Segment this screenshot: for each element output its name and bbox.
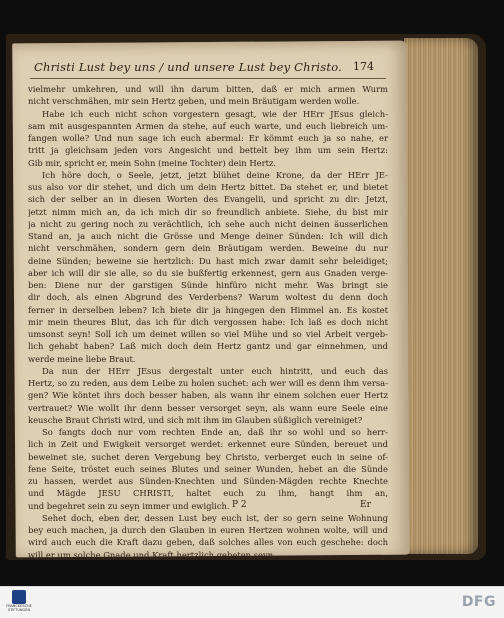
- body-text: [28, 83, 388, 561]
- text-line: lich in Zeit und Ewigkeit versorget werdet: erkennet eure Sünden, bereuet und: [28, 439, 388, 450]
- text-line: mir mein theures Blut, das ich für dich vergossen habe: Ich laß es doch nicht: [28, 316, 388, 327]
- text-line: jetzt nimm mich an, da ich mich dir so freundlich anbiete. Siehe, du bist mir: [28, 206, 388, 217]
- text-line: sich der selber an in diesen Worten des Evangelii, und spricht zu dir: Jetzt,: [28, 194, 388, 205]
- text-line: sus also vor dir stehet, und dich um dein Hertz bittet. Da stehet er, und bietet: [28, 182, 388, 192]
- text-line: tritt ja gleichsam jeden vors Angesicht und bettelt bey ihm um sein Hertz:: [28, 145, 388, 156]
- text-line: bey euch machen, ja durch den Glauben in euren Hertzen wohnen wolte, will und: [28, 525, 388, 535]
- dfg-logo[interactable]: DFG: [461, 594, 496, 610]
- logo-text-line2: STIFTUNGEN: [7, 608, 31, 612]
- text-line: will er um solche Gnade und Kraft hertzlich gebeten seyn.: [28, 549, 276, 560]
- text-line: Gib mir, spricht er, mein Sohn (meine Tochter) dein Hertz.: [28, 157, 277, 168]
- text-line: wird auch euch die Kraft dazu geben, daß solches alles von euch geschehe: doch: [28, 537, 388, 548]
- text-line: nicht verschmähen, sondern gern dein Bräutigam werden. Beweine du nur: [28, 243, 388, 254]
- text-line: sam mit ausgespannten Armen da stehe, auf euch warte, und euch liebreich um-: [28, 120, 388, 131]
- text-line: Hertz, so zu reden, aus dem Leibe zu holen suchet: ach wer will es denn ihm versa-: [28, 378, 388, 388]
- text-line: lich gehabt haben? Laß mich doch dein Hertz gantz und gar einnehmen, und: [28, 341, 388, 352]
- text-line: keusche Braut Christi wird, und sich mit ihm im Glauben süßiglich vereiniget?: [28, 414, 363, 425]
- text-line: vertrauet? Wie wollt ihr denn besser versorget seyn, als wann eure Seele eine: [28, 402, 388, 413]
- logo-emblem-icon: [12, 590, 26, 604]
- catchword: Er: [360, 500, 371, 510]
- text-line: Stand an, ja auch nicht die Grösse und Menge deiner Sünden: Ich will dich: [28, 231, 388, 241]
- text-line: beweinet sie, suchet deren Vergebung bey Christo, verberget euch in seine of-: [28, 451, 388, 462]
- text-line: ja nicht zu gering noch zu verächtlich, ich sehe auch nicht deinen äusserlichen: [28, 218, 388, 229]
- page-number: 174: [353, 60, 374, 73]
- text-line: werde meine liebe Braut.: [28, 353, 136, 364]
- text-line: gen? Wie köntet ihrs doch besser haben, als wann ihr einem solchen euer Hertz: [28, 390, 388, 401]
- text-line: ferner in derselben leben? Ich biete dir ja hingegen den Himmel an. Es kostet: [28, 304, 388, 315]
- text-line: Da nun der HErr JEsus dergestalt unter euch hintritt, und euch das: [42, 365, 388, 376]
- text-line: vielmehr umkehren, und will ihn darum bitten, daß er mich armen Wurm: [28, 84, 388, 94]
- text-line: aber ich will dir sie alle, so du sie bußfertig erkennest, gern aus Gnaden verge-: [28, 267, 388, 278]
- text-line: Ich höre doch, o Seele, jetzt, jetzt blühet deine Krone, da der HErr JE-: [42, 169, 388, 180]
- running-title: Christi Lust bey uns / und unsere Lust bey Christo.: [34, 60, 343, 74]
- francke-logo[interactable]: [6, 590, 32, 616]
- text-line: nicht verschmähen, mir sein Hertz geben, und mein Bräutigam werden wolle.: [28, 96, 360, 107]
- text-line: fene Seite, tröstet euch seines Blutes und seiner Wunden, hebet an die Sünde: [28, 463, 388, 474]
- footer-bar: [0, 586, 504, 618]
- text-line: Sehet doch, eben der, dessen Lust bey euch ist, der so gern seine Wohnung: [42, 512, 388, 523]
- text-line: zu hassen, werdet aus Sünden-Knechten und Sünden-Mägden rechte Knechte: [28, 476, 388, 486]
- text-line: und begehret sein zu seyn immer und ewiglich.: [28, 500, 230, 511]
- header-rule: [30, 78, 386, 79]
- text-line: und Mägde JESU CHRISTI, haltet euch zu ihm, hangt ihm an,: [28, 488, 388, 499]
- page-stack-edge: [404, 38, 478, 554]
- text-line: dir doch, als einen Abgrund des Verderbens? Warum woltest du denn doch: [28, 292, 388, 303]
- text-line: deine Sünden; beweine sie hertzlich: Du hast mich zwar damit sehr beleidiget;: [28, 255, 388, 266]
- text-line: fangen wolle? Und nun sage ich euch abermal: Er kömmt euch ja so nahe, er: [28, 133, 388, 143]
- text-line: So fangts doch nur vom rechten Ende an, daß ihr so wohl und so herr-: [42, 427, 388, 437]
- text-line: umsonst seyn! Soll ich um deinet willen so viel Mühe und so viel Arbeit vergeb-: [28, 329, 388, 339]
- logo-text-line1: FRANCKESCHE: [6, 604, 32, 608]
- text-line: ben: Diene nur der garstigen Sünde hinfüro nicht mehr. Was bringt sie: [28, 280, 388, 290]
- signature-mark: P 2: [232, 500, 247, 510]
- page-header: [12, 60, 396, 76]
- text-line: Habe ich euch nicht schon vorgestern gesagt, wie der HErr JEsus gleich-: [42, 108, 388, 119]
